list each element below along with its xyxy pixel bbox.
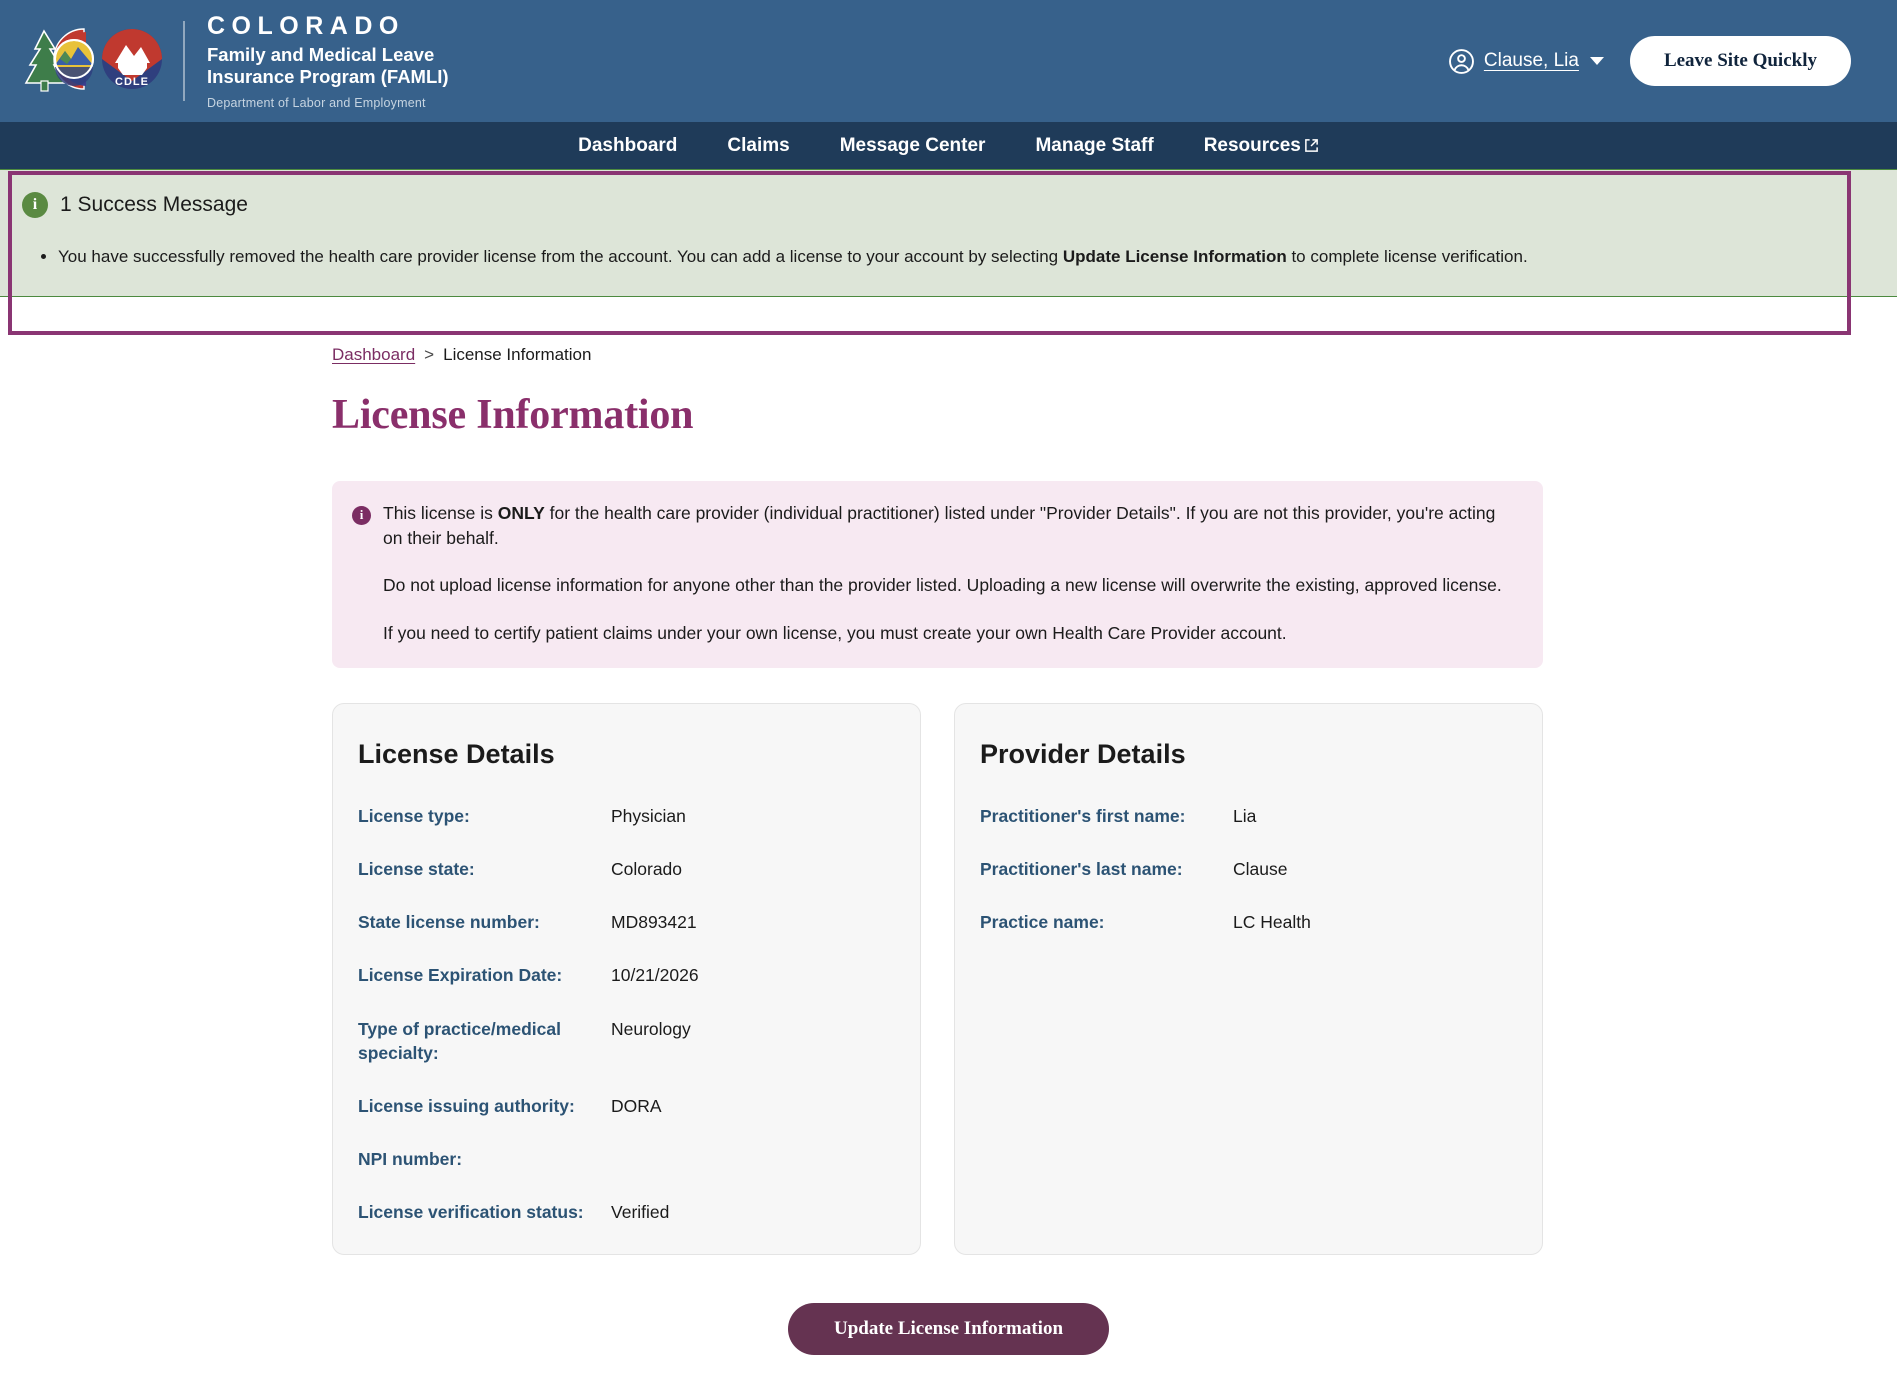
nav-item-manage-staff[interactable] — [1010, 135, 1178, 157]
brand-divider — [183, 21, 185, 101]
nav-label-manage-staff: Manage Staff — [1035, 134, 1154, 156]
field-value: LC Health — [1233, 912, 1311, 933]
notice-paragraph-3: If you need to certify patient claims under your own license, you must create your own Health Care Provider account. — [383, 622, 1287, 643]
field-license-issuing-authority — [358, 1094, 888, 1118]
breadcrumb-current: License Information — [443, 344, 592, 364]
user-menu[interactable] — [1448, 48, 1604, 75]
field-license-state — [358, 857, 888, 881]
provider-details-card — [954, 703, 1543, 1255]
field-type-of-practice — [358, 1017, 888, 1065]
alert-text-emphasis: Update License Information — [1062, 247, 1287, 266]
field-value: MD893421 — [611, 912, 697, 933]
license-details-card — [332, 703, 921, 1255]
external-link-icon — [1304, 138, 1319, 153]
nav-item-message-center[interactable] — [815, 135, 1011, 157]
nav-item-resources[interactable] — [1179, 135, 1344, 157]
field-value: Neurology — [611, 1018, 691, 1039]
header-right — [1448, 36, 1851, 86]
alert-text-part1: You have successfully removed the health care provider license from the account. You can add a license to your account by selecting — [58, 247, 1063, 266]
field-value: Verified — [611, 1202, 670, 1223]
field-label: License Expiration Date: — [358, 965, 563, 986]
license-notice — [332, 481, 1543, 669]
colorado-cdle-logo — [22, 23, 167, 99]
field-practitioner-first-name — [980, 804, 1510, 828]
update-license-information-button[interactable]: Update License Information — [788, 1303, 1109, 1355]
main-content — [0, 345, 1897, 1356]
success-alert-list — [0, 244, 1897, 270]
breadcrumb-link-dashboard[interactable]: Dashboard — [332, 344, 416, 364]
field-label: Practitioner's last name: — [980, 859, 1183, 880]
license-details-title: License Details — [358, 739, 555, 769]
cta-row — [0, 1303, 1897, 1355]
notice-paragraph-2: Do not upload license information for anyone other than the provider listed. Uploading a new license will overwrite the existing, approved license. — [383, 575, 1502, 596]
user-account-icon — [1448, 48, 1475, 75]
field-label: Type of practice/medical specialty: — [358, 1018, 561, 1063]
notice-info-icon: i — [352, 506, 371, 525]
field-label: Practice name: — [980, 912, 1105, 933]
success-alert-heading — [0, 192, 1897, 218]
breadcrumb-separator: > — [424, 344, 435, 364]
field-value: Physician — [611, 806, 686, 826]
brand-block — [22, 12, 449, 110]
success-alert-item — [58, 244, 1897, 270]
notice-p1-emphasis: ONLY — [497, 502, 545, 523]
alert-text-part3: to complete license verification. — [1286, 247, 1528, 266]
field-label: License issuing authority: — [358, 1095, 575, 1116]
brand-department: Department of Labor and Employment — [207, 96, 426, 111]
nav-label-claims: Claims — [727, 134, 790, 156]
colorado-logo-icon — [22, 23, 167, 99]
nav-label-message-center: Message Center — [839, 134, 986, 156]
success-alert-region — [0, 169, 1897, 297]
provider-details-title: Provider Details — [980, 739, 1186, 769]
breadcrumb — [332, 345, 1897, 365]
nav-label-dashboard: Dashboard — [578, 134, 678, 156]
leave-site-quickly-button[interactable]: Leave Site Quickly — [1630, 36, 1851, 86]
svg-text:CDLE: CDLE — [115, 76, 149, 88]
field-license-type — [358, 804, 888, 828]
brand-program — [207, 44, 449, 88]
field-license-verification-status — [358, 1200, 888, 1224]
field-practice-name — [980, 910, 1510, 934]
success-alert-title: 1 Success Message — [60, 193, 248, 216]
field-label: State license number: — [358, 912, 540, 933]
brand-program-line1: Family and Medical Leave — [207, 43, 435, 65]
chevron-down-icon — [1590, 57, 1604, 65]
notice-body — [383, 501, 1519, 647]
user-name-label: Clause, Lia — [1483, 50, 1579, 71]
page-title: License Information — [332, 391, 694, 438]
field-value: DORA — [611, 1095, 662, 1116]
nav-item-claims[interactable] — [702, 135, 814, 157]
field-label: License verification status: — [358, 1202, 584, 1223]
notice-p1-a: This license is — [383, 502, 498, 523]
field-state-license-number — [358, 910, 888, 934]
site-header — [0, 0, 1897, 122]
field-npi-number — [358, 1147, 888, 1171]
main-navigation — [0, 122, 1897, 169]
nav-item-dashboard[interactable] — [553, 135, 702, 157]
field-value: Clause — [1233, 859, 1288, 880]
info-icon: i — [22, 192, 48, 218]
brand-colorado: COLORADO — [207, 11, 405, 40]
success-alert — [0, 169, 1897, 297]
field-value: Colorado — [611, 859, 683, 880]
details-cards-row — [332, 703, 1897, 1255]
notice-paragraph-1 — [383, 501, 1519, 552]
field-label: Practitioner's first name: — [980, 806, 1186, 826]
field-license-expiration-date — [358, 963, 888, 987]
field-label: License type: — [358, 806, 470, 826]
field-value: Lia — [1233, 806, 1257, 826]
notice-p1-c: for the health care provider (individual practitioner) listed under "Provider Details". If you are not this provider, you're acting on their behalf. — [383, 502, 1496, 548]
field-practitioner-last-name — [980, 857, 1510, 881]
field-label: NPI number: — [358, 1148, 463, 1169]
brand-text — [207, 12, 449, 110]
field-label: License state: — [358, 859, 475, 880]
brand-program-line2: Insurance Program (FAMLI) — [207, 66, 449, 87]
nav-label-resources: Resources — [1203, 134, 1301, 156]
field-value: 10/21/2026 — [611, 965, 699, 986]
